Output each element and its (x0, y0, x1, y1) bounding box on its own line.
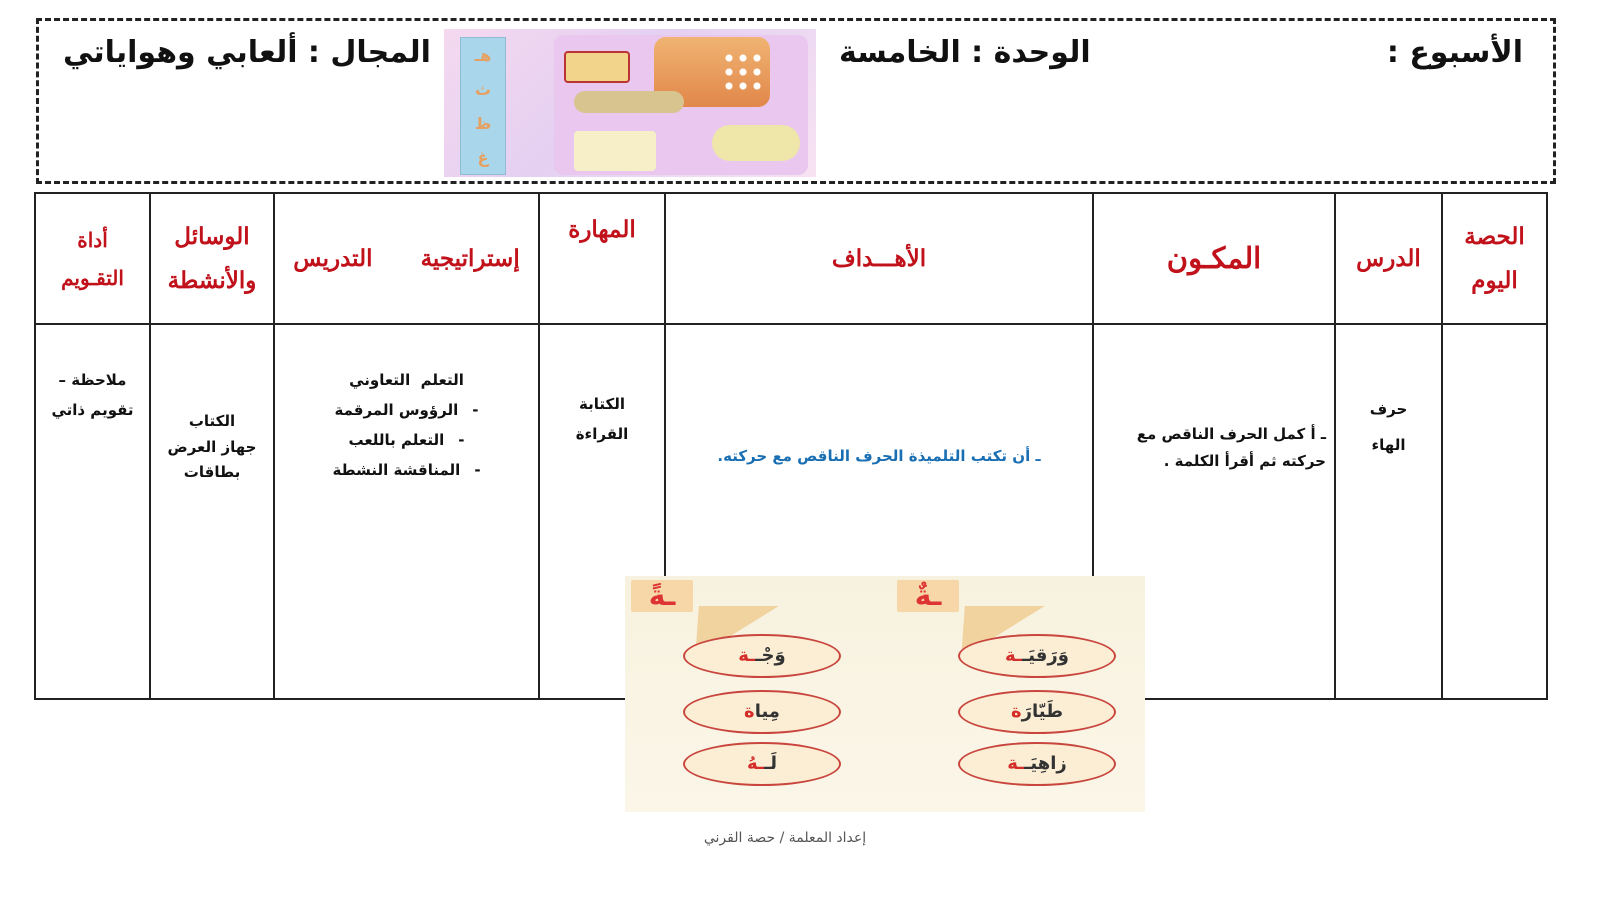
letter-ghain: غ (477, 147, 489, 167)
header-resources: الوسائل والأنشطة (150, 193, 274, 324)
header-box (36, 18, 1556, 184)
header-day: الحصة اليوم (1442, 193, 1547, 324)
cell-objectives: ـ أن تكتب التلميذة الحرف الناقص مع حركته. (665, 324, 1093, 699)
letter-tha: ث (474, 79, 492, 99)
domain-label: المجال : ألعابي وهواياتي (63, 35, 431, 70)
cell-component: ـ أ كمل الحرف الناقص مع حركته ثم أقرأ الكلمة . (1093, 324, 1335, 699)
strategy-list (276, 395, 537, 485)
cell-lesson: حرف الهاء (1335, 324, 1442, 699)
list-item: -التعلم باللعب (348, 431, 465, 449)
header-component: المكـون (1093, 193, 1335, 324)
list-item: -المناقشة النشطة (332, 461, 481, 479)
list-item: -الرؤوس المرقمة (334, 401, 479, 419)
book-illustration (554, 35, 808, 175)
letter-dha: ظ (474, 113, 492, 133)
word-pill: طَيّارَة (958, 690, 1116, 734)
cell-strategy (274, 324, 539, 699)
header-skill: المهارة (539, 193, 665, 324)
toys-picture (712, 125, 800, 161)
footer-credit: إعداد المعلمة / حصة القرني (703, 830, 867, 846)
letters-strip (460, 37, 506, 175)
worksheet-image (625, 576, 1145, 812)
unit-label: الوحدة : الخامسة (839, 35, 1091, 70)
header-lesson: الدرس (1335, 193, 1442, 324)
toy-car-picture (574, 91, 684, 113)
word-pill: زاهِيَــة (958, 742, 1116, 786)
unit-cover-image (444, 29, 816, 177)
letter-tab: ـةً (631, 580, 693, 612)
word-pill: وَجْــة (683, 634, 841, 678)
strategy-title: التعلم التعاوني (349, 371, 464, 389)
header-strategy: إستراتيجية التدريس (274, 193, 539, 324)
header-assessment: أداة التقـويم (35, 193, 150, 324)
word-pill: مِياة (683, 690, 841, 734)
table-header-row (35, 193, 1547, 324)
header-objectives: الأهـــداف (665, 193, 1093, 324)
cell-day (1442, 324, 1547, 699)
carnival-picture (574, 131, 656, 171)
cell-skill: الكتابة القراءة (539, 324, 665, 699)
letter-tab: ـةٌ (897, 580, 959, 612)
cell-assessment: ملاحظة – تقويم ذاتي (35, 324, 150, 699)
word-pill: وَرَقيَــة (958, 634, 1116, 678)
cell-resources: الكتاب جهاز العرض بطاقات (150, 324, 274, 699)
week-label: الأسبوع : (1386, 35, 1523, 70)
letter-ha: هـ (474, 45, 492, 65)
kite-picture (564, 51, 630, 83)
word-pill: لَــهُ (683, 742, 841, 786)
